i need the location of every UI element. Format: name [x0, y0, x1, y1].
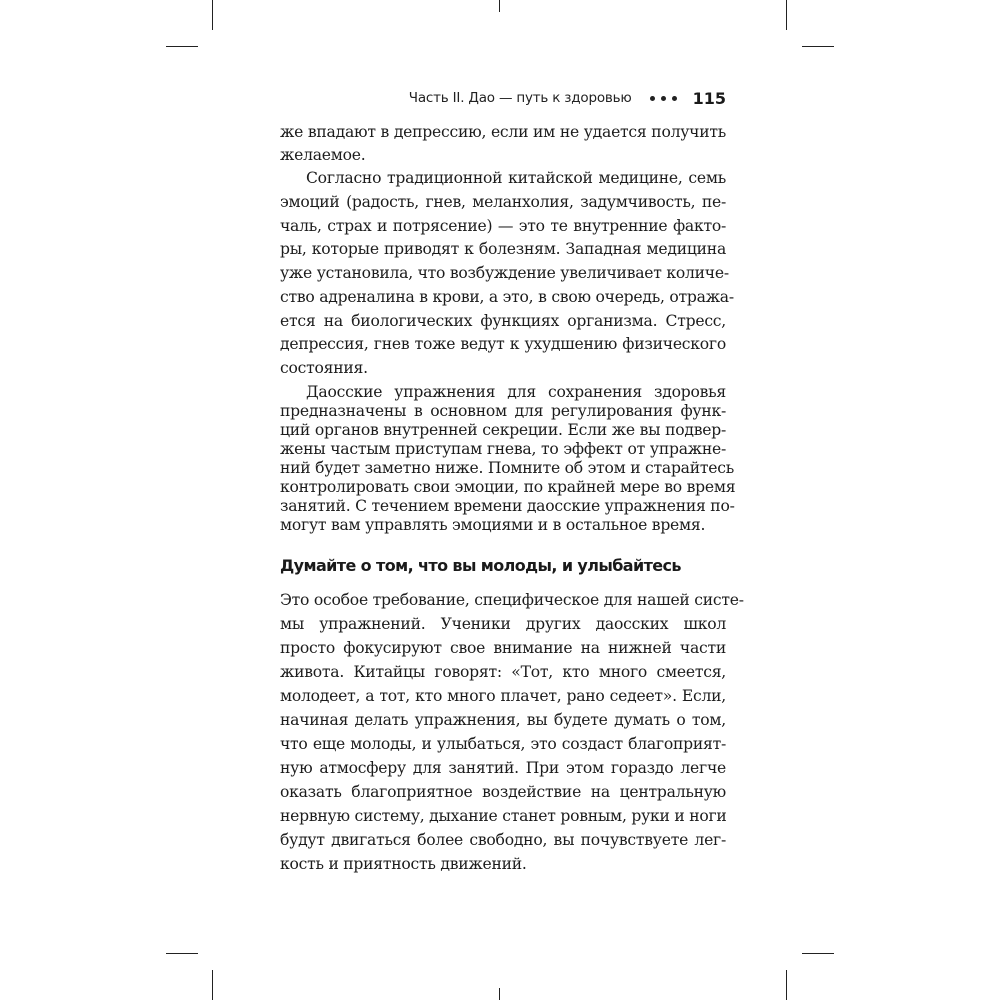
section-heading: Думайте о том, что вы молоды, и улыбайтесь	[280, 556, 681, 575]
crop-mark-bottom-center	[499, 988, 500, 1000]
crop-mark-top-center	[499, 0, 500, 12]
crop-mark-bottom-left	[212, 970, 213, 1000]
body-line: молодеет, а тот, кто много плачет, рано седеет». Если,	[280, 687, 726, 705]
crop-mark-bottom-right	[786, 970, 787, 1000]
body-line: начиная делать упражнения, вы будете думать о том,	[280, 711, 726, 729]
body-line: оказать благоприятное воздействие на центральную	[280, 783, 726, 801]
body-line: ций органов внутренней секреции. Если же вы подвер-	[280, 421, 726, 439]
body-line: Согласно традиционной китайской медицине, семь	[306, 169, 726, 187]
crop-mark-right-top	[802, 46, 834, 47]
body-line: контролировать свои эмоции, по крайней мере во время	[280, 478, 736, 496]
body-line: занятий. С течением времени даосские упражнения по-	[280, 497, 735, 515]
dot-icon	[672, 96, 677, 101]
crop-mark-left-bottom	[166, 953, 198, 954]
running-header	[280, 86, 726, 110]
body-line: ную атмосферу для занятий. При этом гораздо легче	[280, 759, 726, 777]
body-line: предназначены в основном для регулирования функ-	[280, 402, 726, 420]
body-line: Это особое требование, специфическое для нашей систе-	[280, 591, 744, 609]
crop-mark-top-left	[212, 0, 213, 30]
page-number: 115	[692, 88, 726, 108]
running-title: Часть II. Дао — путь к здоровью	[408, 90, 632, 106]
body-line: ется на биологических функциях организма. Стресс,	[280, 311, 726, 330]
body-line: что еще молоды, и улыбаться, это создаст благоприят-	[280, 735, 726, 753]
crop-mark-left-top	[166, 46, 198, 47]
body-line: уже установила, что возбуждение увеличивает количе-	[280, 264, 729, 282]
body-line: состояния.	[280, 359, 368, 377]
body-line: чаль, страх и потрясение) — это те внутренние факто-	[280, 216, 726, 235]
body-line: мы упражнений. Ученики других даосских школ	[280, 615, 726, 633]
body-line: депрессия, гнев тоже ведут к ухудшению физического	[280, 335, 726, 354]
body-line: просто фокусируют свое внимание на нижней части	[280, 639, 726, 657]
body-line: будут двигаться более свободно, вы почувствуете лег-	[280, 831, 726, 849]
body-line: могут вам управлять эмоциями и в остальное время.	[280, 516, 706, 534]
body-line: живота. Китайцы говорят: «Тот, кто много смеется,	[280, 663, 726, 681]
body-line: Даосские упражнения для сохранения здоровья	[306, 383, 726, 401]
body-line: кость и приятность движений.	[280, 855, 527, 873]
dot-icon	[650, 96, 655, 101]
dot-icon	[661, 96, 666, 101]
crop-mark-top-right	[786, 0, 787, 30]
body-line: нервную систему, дыхание станет ровным, руки и ноги	[280, 807, 727, 825]
body-line: желаемое.	[280, 146, 366, 164]
body-line: ство адреналина в крови, а это, в свою очередь, отража-	[280, 287, 734, 306]
crop-mark-right-bottom	[802, 953, 834, 954]
body-line: эмоций (радость, гнев, меланхолия, задумчивость, пе-	[280, 192, 726, 211]
body-line: ний будет заметно ниже. Помните об этом и старайтесь	[280, 459, 734, 477]
body-line: же впадают в депрессию, если им не удается получить	[280, 123, 726, 141]
body-line: ры, которые приводят к болезням. Западная медицина	[280, 240, 726, 259]
body-line: жены частым приступам гнева, то эффект от упражне-	[280, 440, 726, 458]
separator-dots	[650, 96, 677, 101]
